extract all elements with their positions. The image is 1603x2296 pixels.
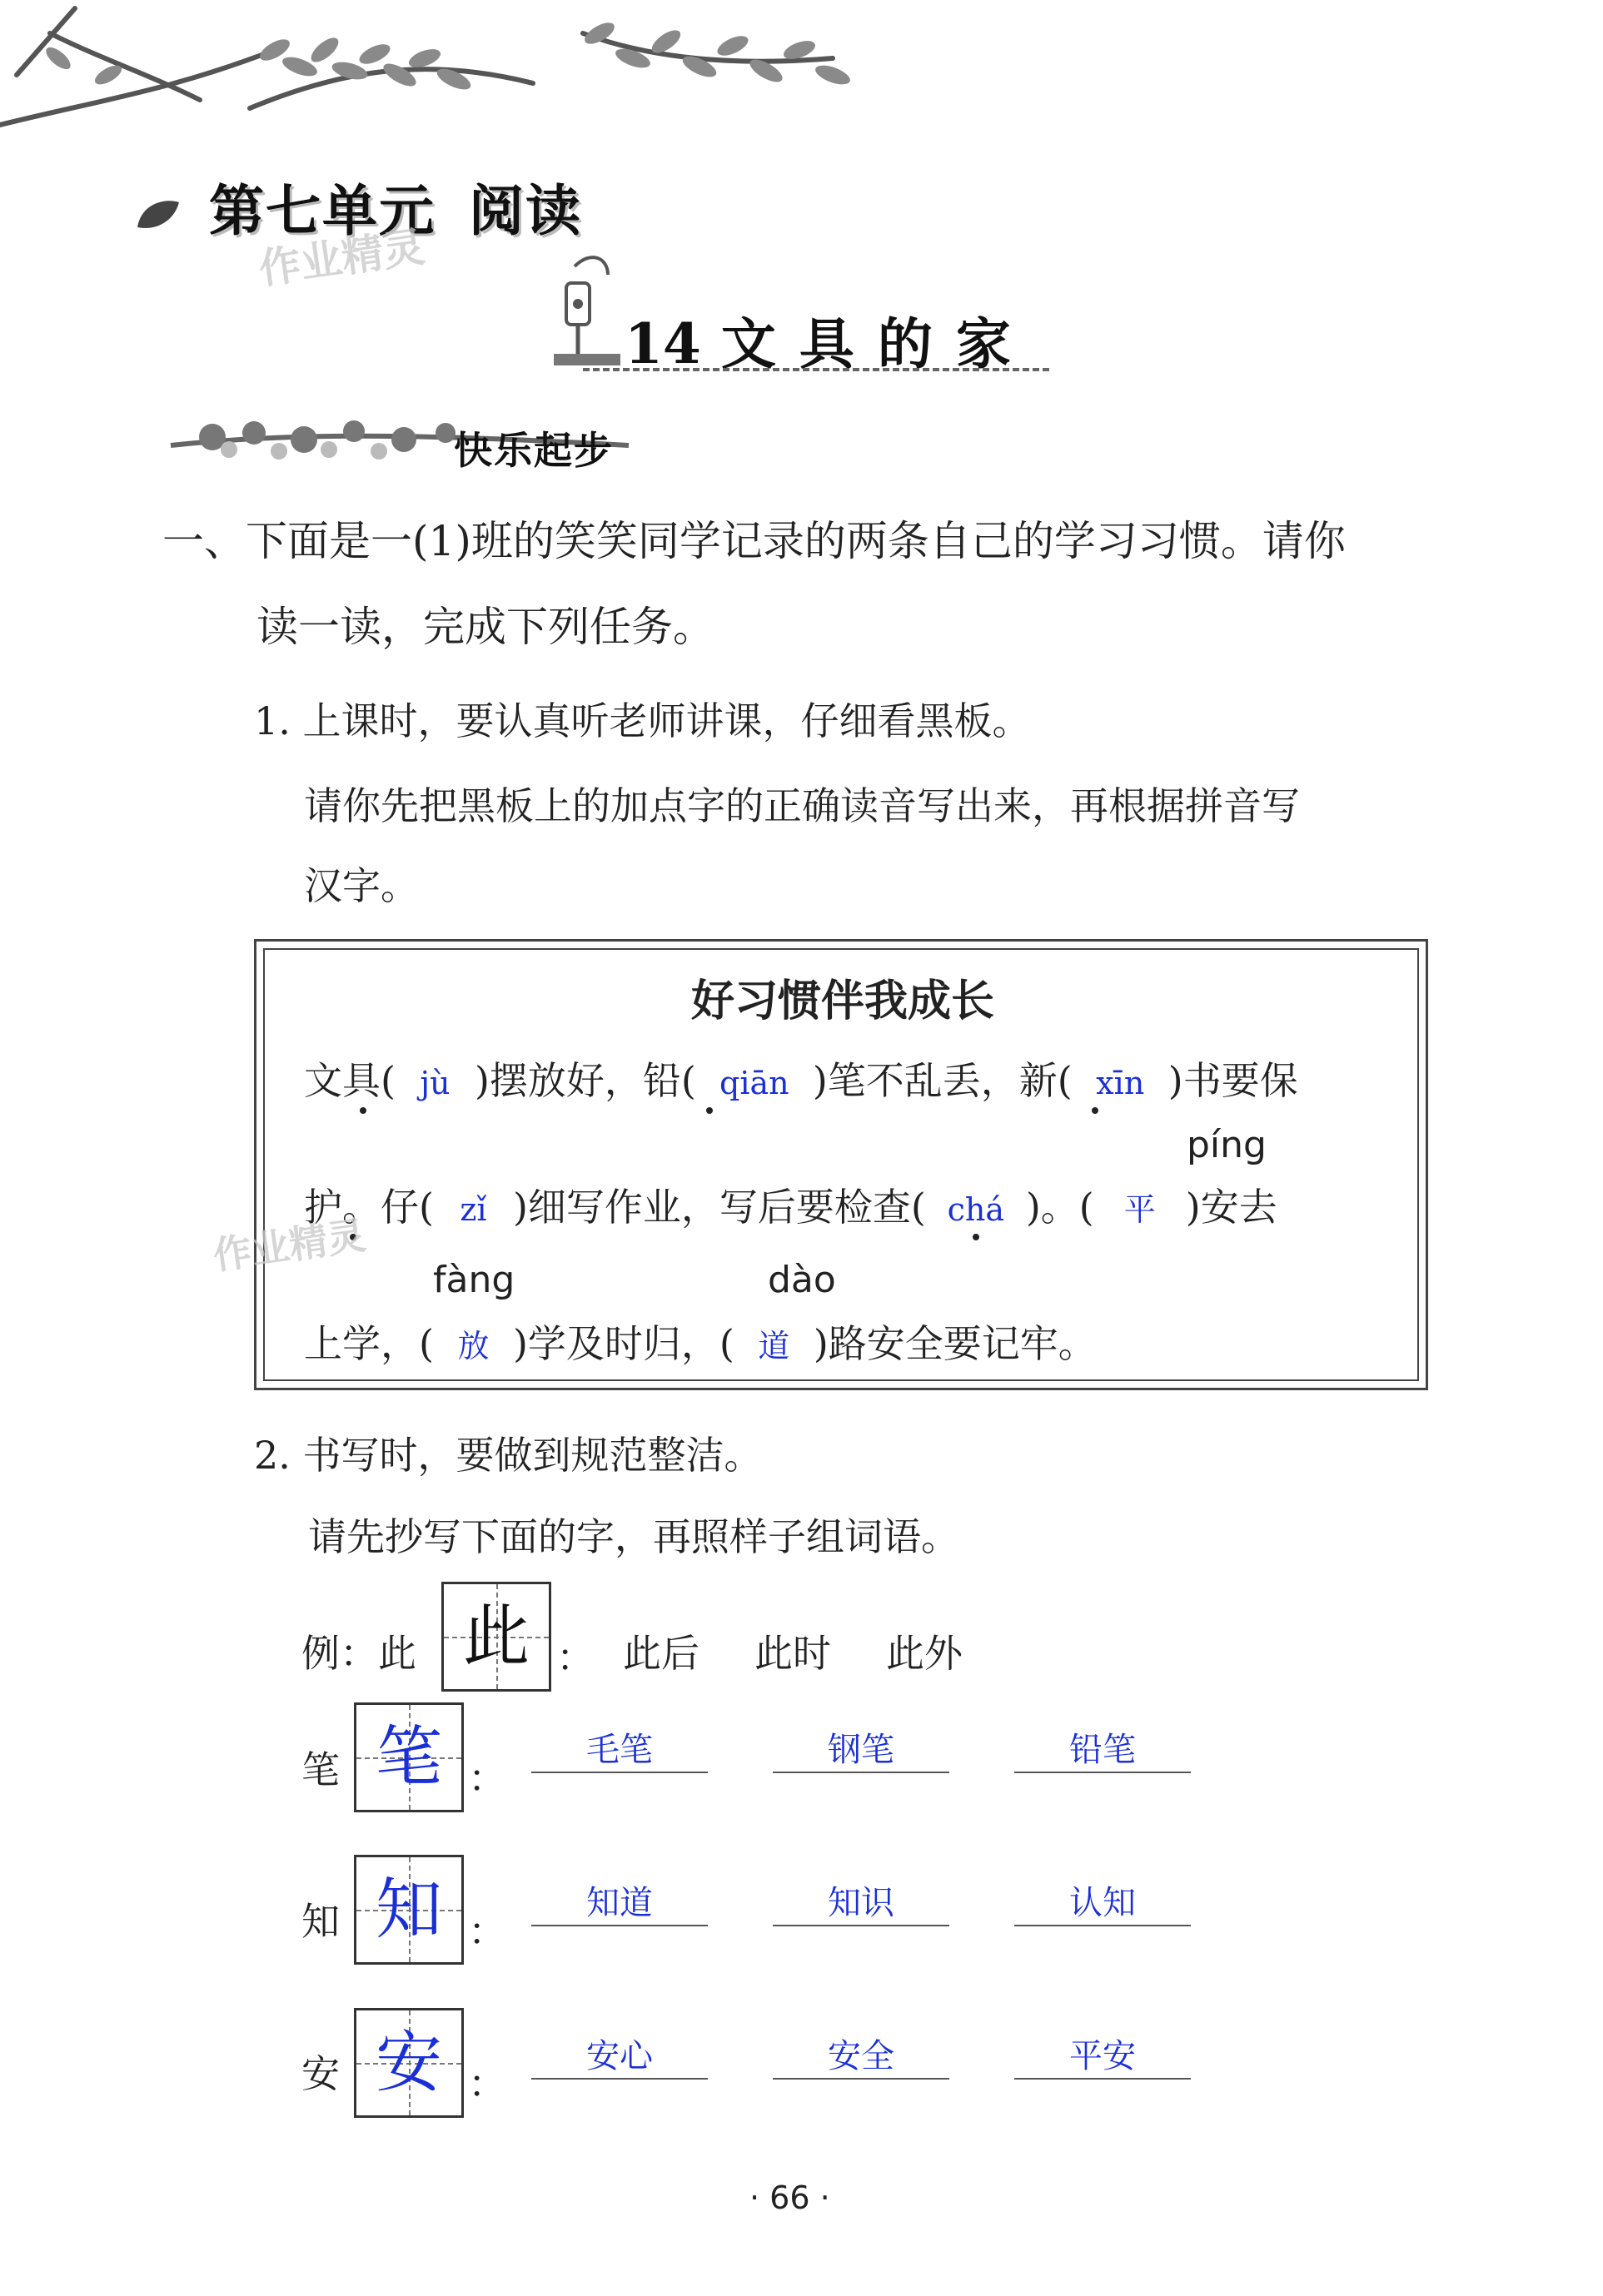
board-line3-text2: )学及时归，( [512, 1321, 734, 1366]
row3-char-label: 安 [301, 2051, 340, 2096]
answer-fang[interactable]: 放 [457, 1328, 490, 1364]
row3-word-slot-1[interactable]: 安心 [531, 2038, 708, 2080]
board-line2-text1: 护。仔( [304, 1185, 434, 1230]
board-line2-text2: )细写作业，写后要检查( [512, 1185, 926, 1230]
row1-colon: ： [468, 1756, 506, 1801]
row3-copy-box[interactable] [354, 2008, 464, 2118]
row3-colon: ： [468, 2061, 506, 2106]
header-branch-decoration [0, 0, 883, 158]
question1-intro-line1: 一、下面是一(1)班的笑笑同学记录的两条自己的学习习惯。请你 [162, 517, 1346, 565]
answer-ju[interactable]: jù [420, 1065, 451, 1101]
row1-copy-box[interactable] [354, 1702, 464, 1812]
lesson-number: 14 [625, 311, 701, 376]
board-line3 [304, 1314, 1097, 1369]
row3-word-slot-3[interactable]: 平安 [1014, 2038, 1191, 2080]
board-line2-text3: )。( [1025, 1185, 1094, 1230]
task1-title: 1. 上课时，要认真听老师讲课，仔细看黑板。 [254, 698, 1031, 743]
answer-dao[interactable]: 道 [758, 1328, 790, 1364]
pinyin-hint-fang: fàng [433, 1259, 515, 1301]
question1-intro-line2: 读一读，完成下列任务。 [256, 603, 714, 651]
task2-title: 2. 书写时，要做到规范整洁。 [254, 1433, 763, 1478]
answer-qian[interactable]: qiān [719, 1065, 789, 1101]
board-line2-text4: )安去 [1185, 1185, 1277, 1230]
pinyin-hint-ping: píng [1187, 1124, 1267, 1166]
watermark: 作业精灵 [256, 222, 428, 294]
example-char-box [441, 1582, 551, 1692]
answer-ping[interactable]: 平 [1123, 1191, 1156, 1228]
page-number: · 66 · [749, 2179, 830, 2216]
row3-word-slot-2[interactable]: 安全 [773, 2038, 949, 2080]
board-line1-text3: )笔不乱丢，新( [812, 1058, 1073, 1103]
section-reading-label: 阅读 [468, 179, 582, 243]
row2-copy-box[interactable] [354, 1855, 464, 1965]
watermark: 作业精灵 [210, 1212, 369, 1279]
row2-copied-char: 知 [376, 1871, 442, 1948]
example-word-1: 此后 [623, 1631, 699, 1676]
task2-instruction: 请先抄写下面的字，再照样子组词语。 [308, 1514, 959, 1559]
row2-word-slot-3[interactable]: 认知 [1014, 1885, 1191, 1926]
lesson-title [625, 300, 1034, 379]
row2-colon: ： [468, 1909, 506, 1954]
row3-copied-char: 安 [376, 2024, 442, 2101]
unit-label: 第七单元 [208, 179, 436, 243]
answer-zi[interactable]: zǐ [460, 1191, 487, 1228]
answer-xin[interactable]: xīn [1096, 1065, 1145, 1101]
board-line1-text1: 文具( [304, 1058, 396, 1103]
lesson-title-underline [583, 368, 1049, 371]
example-word-2: 此时 [754, 1631, 831, 1676]
answer-cha[interactable]: chá [947, 1191, 1005, 1228]
board-line3-text1: 上学，( [304, 1321, 434, 1366]
task1-instruction-line1: 请你先把黑板上的加点字的正确读音写出来，再根据拼音写 [304, 783, 1300, 828]
emphasis-dot [1092, 1107, 1098, 1114]
emphasis-dot [973, 1234, 979, 1240]
lesson-name: 文具的家 [720, 311, 1034, 376]
habit-board-heading: 好习惯伴我成长 [691, 977, 995, 1026]
example-label: 例：此 [301, 1631, 416, 1676]
row1-word-slot-2[interactable]: 钢笔 [773, 1732, 949, 1773]
row2-char-label: 知 [301, 1899, 340, 1944]
pinyin-hint-dao: dào [768, 1259, 836, 1301]
section-label: 快乐起步 [454, 428, 614, 473]
row2-word-slot-2[interactable]: 知识 [773, 1885, 949, 1926]
example-word-3: 此外 [886, 1631, 963, 1676]
row1-word-slot-1[interactable]: 毛笔 [531, 1732, 708, 1773]
board-line2 [304, 1177, 1277, 1232]
emphasis-dot [360, 1107, 366, 1114]
board-line3-text3: )路安全要记牢。 [813, 1321, 1097, 1366]
row1-word-slot-3[interactable]: 铅笔 [1014, 1732, 1191, 1773]
row2-word-slot-1[interactable]: 知道 [531, 1885, 708, 1926]
row1-char-label: 笔 [301, 1747, 340, 1792]
board-line1 [304, 1051, 1298, 1106]
example-colon: ： [556, 1635, 595, 1680]
task1-instruction-line2: 汉字。 [304, 863, 419, 908]
row1-copied-char: 笔 [376, 1718, 442, 1796]
board-line1-text2: )摆放好，铅( [474, 1058, 696, 1103]
board-line1-text4: )书要保 [1167, 1058, 1298, 1103]
leaf-icon [133, 194, 183, 236]
emphasis-dot [706, 1107, 713, 1114]
example-char: 此 [463, 1598, 530, 1675]
lamp-icon [550, 250, 625, 375]
